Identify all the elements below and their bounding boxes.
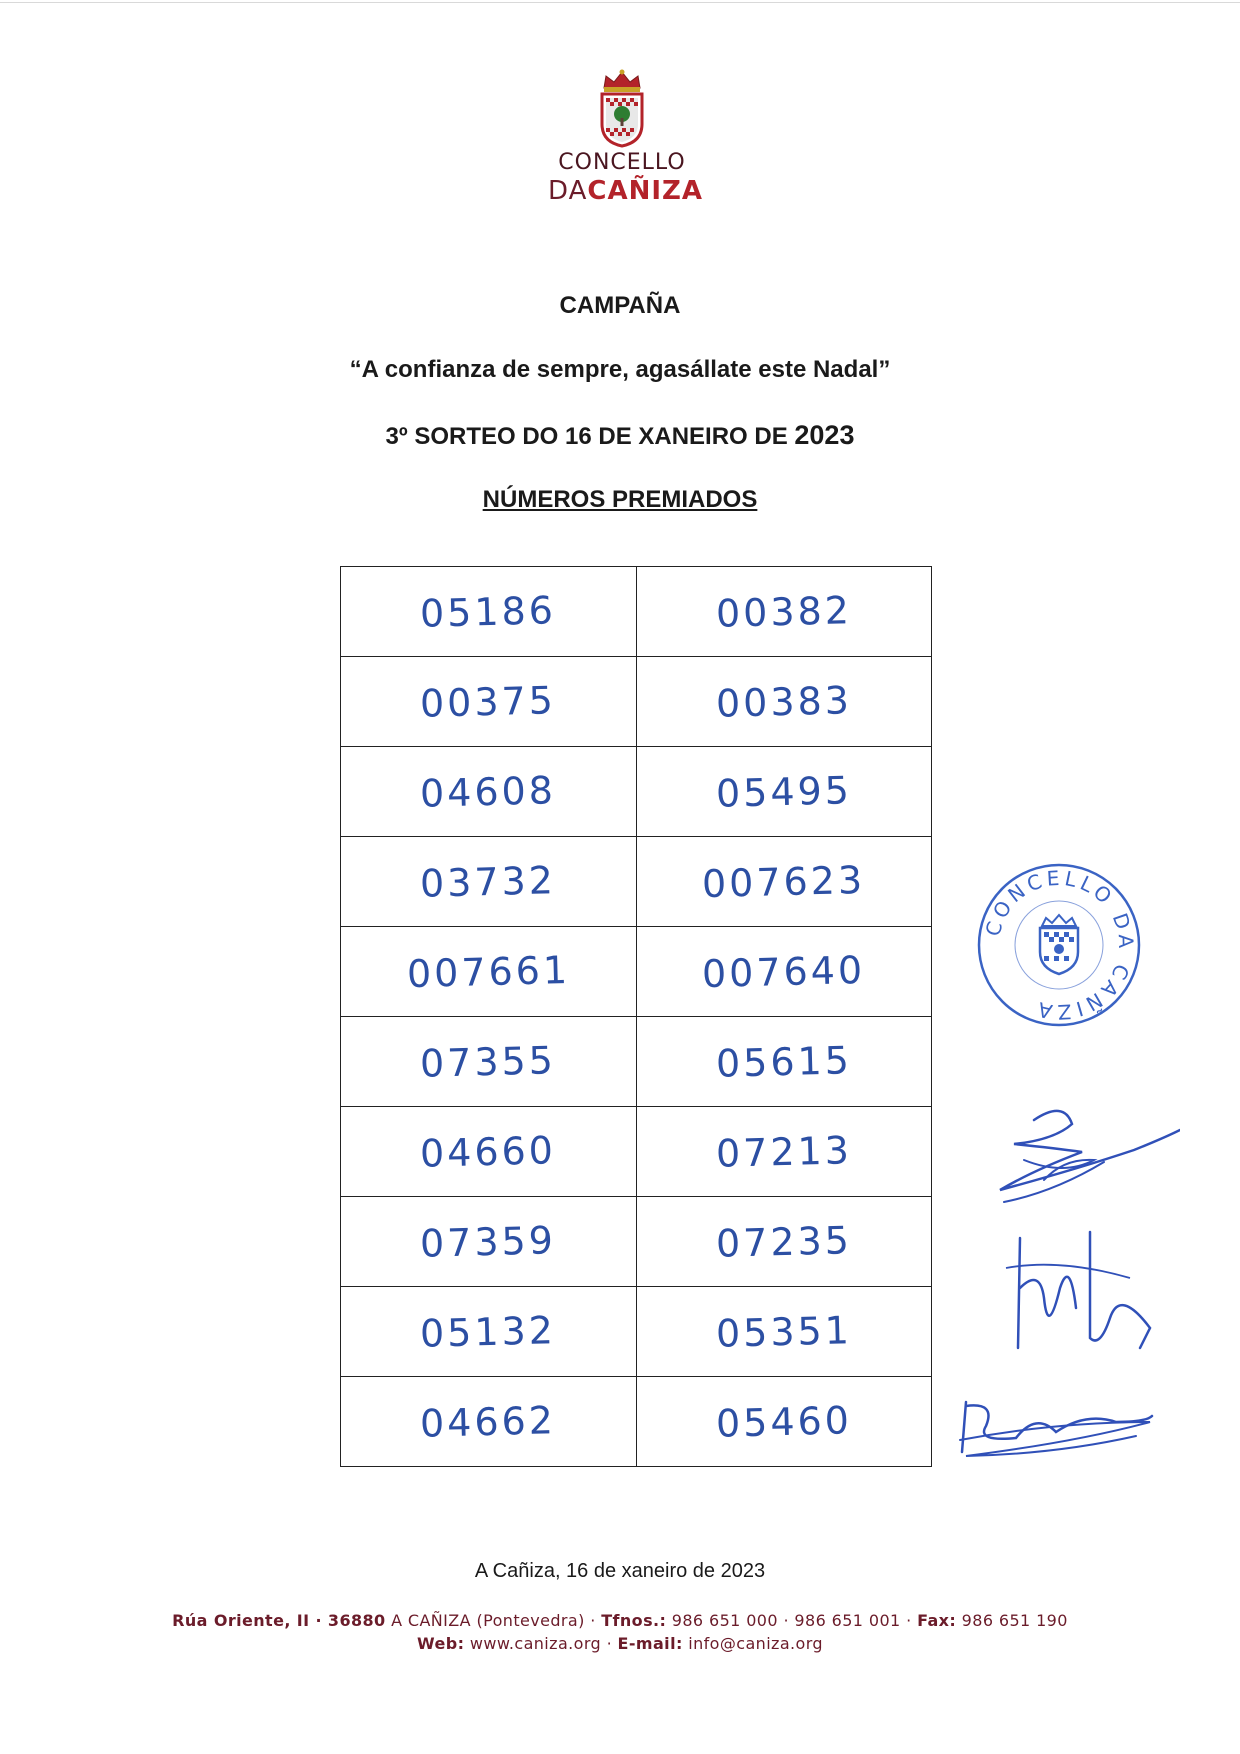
logo-municipality-text [548, 176, 703, 206]
table-row [341, 837, 932, 927]
number-cell: 04660 [341, 1107, 637, 1197]
logo-caniza-text: CAÑIZA [587, 176, 703, 206]
table-row [341, 1197, 932, 1287]
number-cell: 007623 [636, 837, 932, 927]
number-cell: 04608 [341, 747, 637, 837]
campaign-slogan: “A confianza de sempre, agasállate este Nadal” [349, 356, 891, 383]
table-row [341, 1107, 932, 1197]
number-cell: 07213 [636, 1107, 932, 1197]
footer-address: Rúa Oriente, II · 36880 [172, 1611, 386, 1630]
number-cell: 00375 [341, 657, 637, 747]
draw-year: 2023 [794, 420, 855, 450]
table-row [341, 927, 932, 1017]
logo-concello-text: CONCELLO [558, 150, 686, 175]
number-cell: 00382 [636, 567, 932, 657]
footer-contact-line [0, 1634, 1240, 1653]
footer-fax-label: Fax: [917, 1611, 957, 1630]
concello-logo [548, 68, 703, 208]
footer-city: A CAÑIZA (Pontevedra) · [385, 1611, 602, 1630]
footer-fax: 986 651 190 [956, 1611, 1068, 1630]
footer-web-link[interactable]: www.caniza.org · [464, 1634, 618, 1653]
footer-phone-label: Tfnos.: [601, 1611, 667, 1630]
signature-icon [994, 1100, 1180, 1218]
draw-title [0, 420, 1240, 451]
footer-phones: 986 651 000 · 986 651 001 · [666, 1611, 918, 1630]
table-row [341, 657, 932, 747]
document-date: A Cañiza, 16 de xaneiro de 2023 [474, 1560, 766, 1582]
number-cell: 05495 [636, 747, 932, 837]
table-row [341, 747, 932, 837]
table-row [341, 1377, 932, 1467]
table-row [341, 1017, 932, 1107]
stamp-text: CONCELLO DA CAÑIZA [980, 865, 1139, 1025]
number-cell: 03732 [341, 837, 637, 927]
number-cell: 07355 [341, 1017, 637, 1107]
table-row [341, 567, 932, 657]
number-cell: 05132 [341, 1287, 637, 1377]
coat-of-arms-icon [596, 68, 648, 148]
number-cell: 05186 [341, 567, 637, 657]
number-cell: 05460 [636, 1377, 932, 1467]
winning-numbers-table [340, 566, 932, 1467]
table-row [341, 1287, 932, 1377]
logo-da-text: DA [548, 176, 588, 206]
number-cell: 00383 [636, 657, 932, 747]
official-stamp-icon [974, 860, 1144, 1030]
signature-icon [1000, 1228, 1160, 1368]
number-cell: 04662 [341, 1377, 637, 1467]
number-cell: 007661 [341, 927, 637, 1017]
footer-address-line [0, 1611, 1240, 1630]
footer-email-link[interactable]: info@caniza.org [682, 1634, 823, 1653]
number-cell: 05615 [636, 1017, 932, 1107]
footer-email-label: E-mail: [617, 1634, 683, 1653]
signature-icon [956, 1392, 1156, 1462]
number-cell: 07235 [636, 1197, 932, 1287]
number-cell: 007640 [636, 927, 932, 1017]
winners-title: NÚMEROS PREMIADOS [482, 486, 758, 513]
number-cell: 05351 [636, 1287, 932, 1377]
footer-web-label: Web: [417, 1634, 465, 1653]
draw-title-text: 3º SORTEO DO 16 DE XANEIRO DE [385, 423, 795, 450]
scan-top-edge [0, 2, 1240, 3]
number-cell: 07359 [341, 1197, 637, 1287]
campaign-heading: CAMPAÑA [559, 292, 681, 319]
